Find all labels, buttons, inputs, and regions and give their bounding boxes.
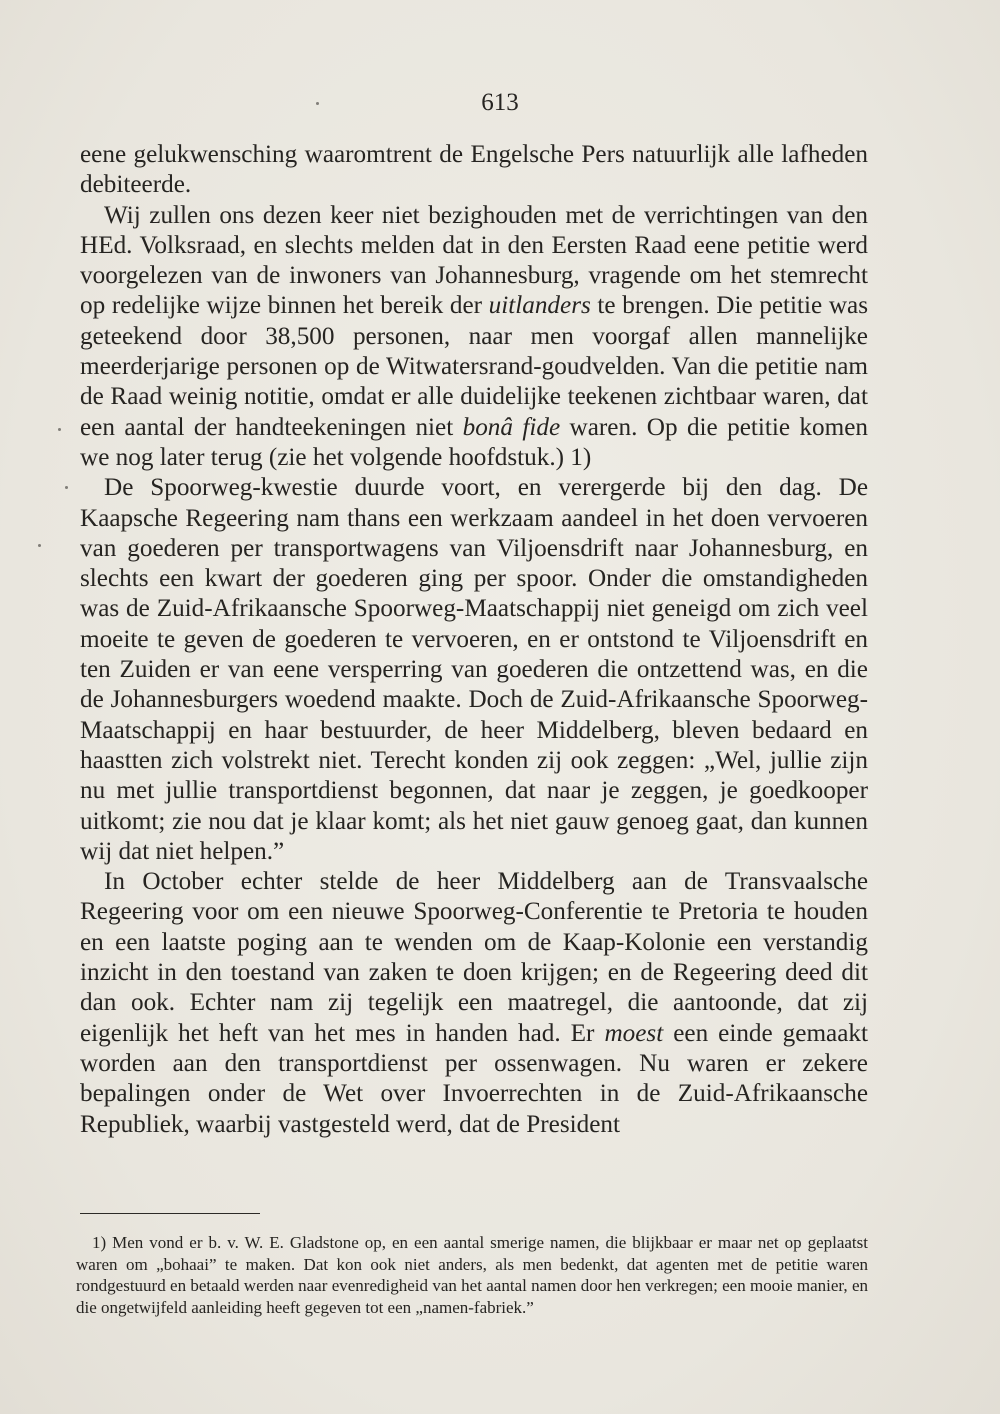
- paragraph-2-part-a: Wij zullen ons dezen keer niet bezighouden met de verrichtingen van den HEd. Volksraad, en slechts melden dat in den Eersten Raad eene petitie werd voorgelezen van de inwoners van Johannesburg, vragende om het stemrecht op redelijke wijze binnen het bereik der: [80, 201, 868, 320]
- footnote-text: 1) Men vond er b. v. W. E. Gladstone op, en een aantal smerige namen, die blijkbaar er maar net op geplaatst waren om „bohaai” te maken. Dat kon ook niet anders, als men bedenkt, dat agenten met de petitie waren rondgestuurd en betaald werden naar evenredigheid van het aantal namen door hen verkregen; een mooie manier, en die ongetwijfeld aanleiding heeft gegeven tot een „namen-fabriek.”: [76, 1233, 868, 1317]
- italic-uitlanders: uitlanders: [488, 292, 591, 320]
- main-text: [80, 140, 868, 1140]
- paragraph-2-part-b: te brengen. Die petitie was geteekend door 38,500 personen, naar men voorgaf allen mannelijke meerderjarige personen op de Witwatersrand-goudvelden. Van die petitie nam de Raad weinig notitie, omdat er alle duidelijke teekenen zichtbaar waren, dat een aantal der handteekeningen niet: [80, 292, 868, 441]
- scan-speck: [65, 486, 68, 489]
- paragraph-4: [80, 867, 868, 1140]
- paragraph-4-part-b: een einde gemaakt worden aan den transportdienst per ossenwagen. Nu waren er zekere bepalingen onder de Wet over Invoerrechten in de Zuid-Afrikaansche Republiek, waarbij vastgesteld werd, dat de President: [80, 1019, 869, 1138]
- scan-speck: [38, 544, 41, 547]
- page-number: 613: [481, 89, 519, 116]
- paragraph-3: De Spoorweg-kwestie duurde voort, en verergerde bij den dag. De Kaapsche Regeering nam thans een werkzaam aandeel in het doen vervoeren van goederen per transportwagens van Viljoensdrift naar Johannesburg, en slechts een kwart der goederen ging per spoor. Onder die omstandigheden was de Zuid-Afrikaansche Spoorweg-Maatschappij niet geneigd om zich veel moeite te geven de goederen te vervoeren, en er ontstond te Viljoensdrift en ten Zuiden er van eene versperring van goederen die ontzettend was, en die de Johannesburgers woedend maakte. Doch de Zuid-Afrikaansche Spoorweg-Maatschappij en haar bestuurder, de heer Middelberg, bleven bedaard en haastten zich volstrekt niet. Terecht konden zij ook zeggen: „Wel, jullie zijn nu met jullie transportdienst begonnen, dat naar je zeggen, je goedkooper uitkomt; zie nou dat je klaar komt; als het niet gauw genoeg gaat, dan kunnen wij dat niet helpen.”: [80, 474, 868, 865]
- paragraph-1: eene gelukwensching waaromtrent de Engelsche Pers natuurlijk alle lafheden debiteerde.: [80, 141, 868, 199]
- paragraph-2: [80, 201, 868, 474]
- scan-speck: [316, 102, 319, 105]
- paragraph-2-part-c: waren. Op die petitie komen we nog later terug (zie het volgende hoofdstuk.) 1): [80, 413, 868, 471]
- footnote: [76, 1232, 868, 1318]
- footnote-divider: [80, 1213, 260, 1214]
- italic-moest: moest: [604, 1019, 664, 1047]
- scan-speck: [58, 428, 61, 431]
- italic-bona-fide: bonâ fide: [462, 413, 561, 441]
- paragraph-4-part-a: In October echter stelde de heer Middelberg aan de Transvaalsche Regeering voor om een nieuwe Spoorweg-Conferentie te Pretoria te houden en een laatste poging aan te wenden om de Kaap-Kolonie een verstandig inzicht in den toestand van zaken te doen krijgen; en de Regeering deed dit dan ook. Echter nam zij tegelijk een maatregel, die aantoonde, dat zij eigenlijk het heft van het mes in handen had. Er: [80, 868, 868, 1047]
